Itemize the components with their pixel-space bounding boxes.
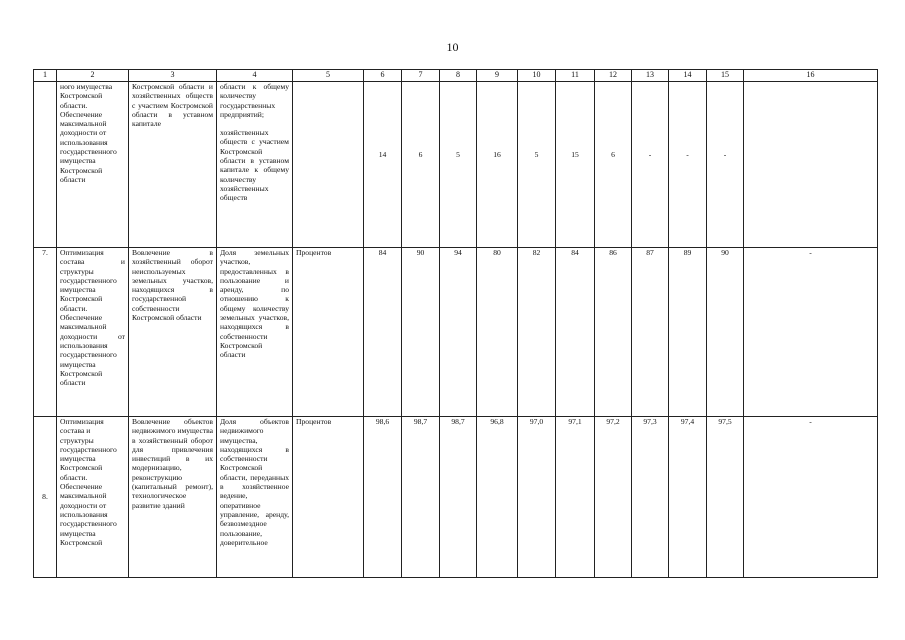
table-header-row	[34, 70, 878, 82]
task-cell: Вовлечение объектов недвижимого имущества в хозяйственный оборот для привлечения инвестиций в их модернизацию, реконструкцию (капитальный ремонт), технологическое развитие зданий	[129, 417, 217, 578]
value-cell: 6	[418, 150, 423, 159]
table-row	[34, 82, 878, 248]
page-number: 10	[446, 40, 459, 54]
column-number-header: 7	[402, 70, 440, 82]
column-number-header: 5	[293, 70, 364, 82]
column-number-header: 6	[364, 70, 402, 82]
unit-cell: Процентов	[293, 248, 364, 417]
value-cell: 15	[571, 150, 579, 159]
value-cell: 97,1	[556, 417, 595, 578]
value-cell: 98,7	[402, 417, 440, 578]
column-number-header: 13	[632, 70, 669, 82]
unit-cell	[293, 82, 364, 248]
value-cell: 6	[611, 150, 615, 159]
value-cell: 86	[595, 248, 632, 417]
value-cell: 5	[534, 150, 539, 159]
value-cell: 87	[632, 248, 669, 417]
value-cell: 5	[456, 150, 460, 159]
goal-cell: Оптимизация состава и структуры государственного имущества Костромской области. Обеспечение максимальной доходности от использования государственного имущества Костромской	[57, 417, 129, 578]
note-cell: -	[744, 417, 878, 578]
indicator-text-part: области к общему количеству государственных предприятий;	[220, 82, 289, 119]
value-cell: 16	[493, 150, 501, 159]
value-cell: 98,7	[440, 417, 477, 578]
value-cell: 96,8	[477, 417, 518, 578]
column-number-header: 15	[707, 70, 744, 82]
unit-cell: Процентов	[293, 417, 364, 578]
row-number	[34, 82, 57, 248]
row-number: 7.	[34, 248, 57, 417]
row-number: 8.	[34, 417, 57, 578]
value-cell: 97,2	[595, 417, 632, 578]
column-number-header: 3	[129, 70, 217, 82]
value-cell: 97,0	[518, 417, 556, 578]
column-number-header: 16	[744, 70, 878, 82]
table-row	[34, 417, 878, 578]
column-number-header: 8	[440, 70, 477, 82]
column-number-header: 9	[477, 70, 518, 82]
task-cell: Вовлечение в хозяйственный оборот неиспользуемых земельных участков, находящихся в государственной собственности Костромской области	[129, 248, 217, 417]
value-cell: 14	[378, 150, 387, 159]
value-cell: 84	[364, 248, 402, 417]
column-number-header: 12	[595, 70, 632, 82]
goal-cell: Оптимизация состава и структуры государственного имущества Костромской области. Обеспечение максимальной доходности от использования государственного имущества Костромской области	[57, 248, 129, 417]
value-cell: -	[686, 150, 689, 159]
value-cell: 97,3	[632, 417, 669, 578]
value-cell: -	[648, 150, 652, 159]
column-number-header: 2	[57, 70, 129, 82]
table-row	[34, 248, 878, 417]
indicator-cell	[217, 82, 293, 248]
note-cell	[744, 82, 878, 248]
value-cell: 98,6	[364, 417, 402, 578]
indicator-cell: Доля земельных участков, предоставленных в пользование и аренду, по отношению к общему количеству земельных участков, находящихся в собственности Костромской области	[217, 248, 293, 417]
value-cell: 80	[477, 248, 518, 417]
value-cell: 97,5	[707, 417, 744, 578]
column-number-header: 4	[217, 70, 293, 82]
column-number-header: 1	[34, 70, 57, 82]
value-cell: 90	[707, 248, 744, 417]
value-cell: 84	[556, 248, 595, 417]
column-number-header: 14	[669, 70, 707, 82]
column-number-header: 10	[518, 70, 556, 82]
indicators-table	[33, 69, 878, 578]
column-number-header: 11	[556, 70, 595, 82]
value-cell: 94	[440, 248, 477, 417]
goal-cell: ного имущества Костромской области. Обеспечение максимальной доходности от использования государственного имущества Костромской области	[57, 82, 129, 248]
task-cell: Костромской области и хозяйственных обществ с участием Костромской области в уставном капитале	[129, 82, 217, 248]
value-cell: 97,4	[669, 417, 707, 578]
note-cell: -	[744, 248, 878, 417]
indicator-text-part: хозяйственных обществ с участием Костромской области в уставном капитале к общему количеству хозяйственных обществ	[220, 128, 289, 203]
indicator-cell: Доля объектов недвижимого имущества, находящихся в собственности Костромской области, переданных в хозяйственное ведение, оперативное управление, аренду, безвозмездное пользование, доверительное	[217, 417, 293, 578]
value-cell: 82	[518, 248, 556, 417]
value-cell: 90	[402, 248, 440, 417]
value-cell: 89	[669, 248, 707, 417]
value-cell: -	[723, 150, 727, 159]
